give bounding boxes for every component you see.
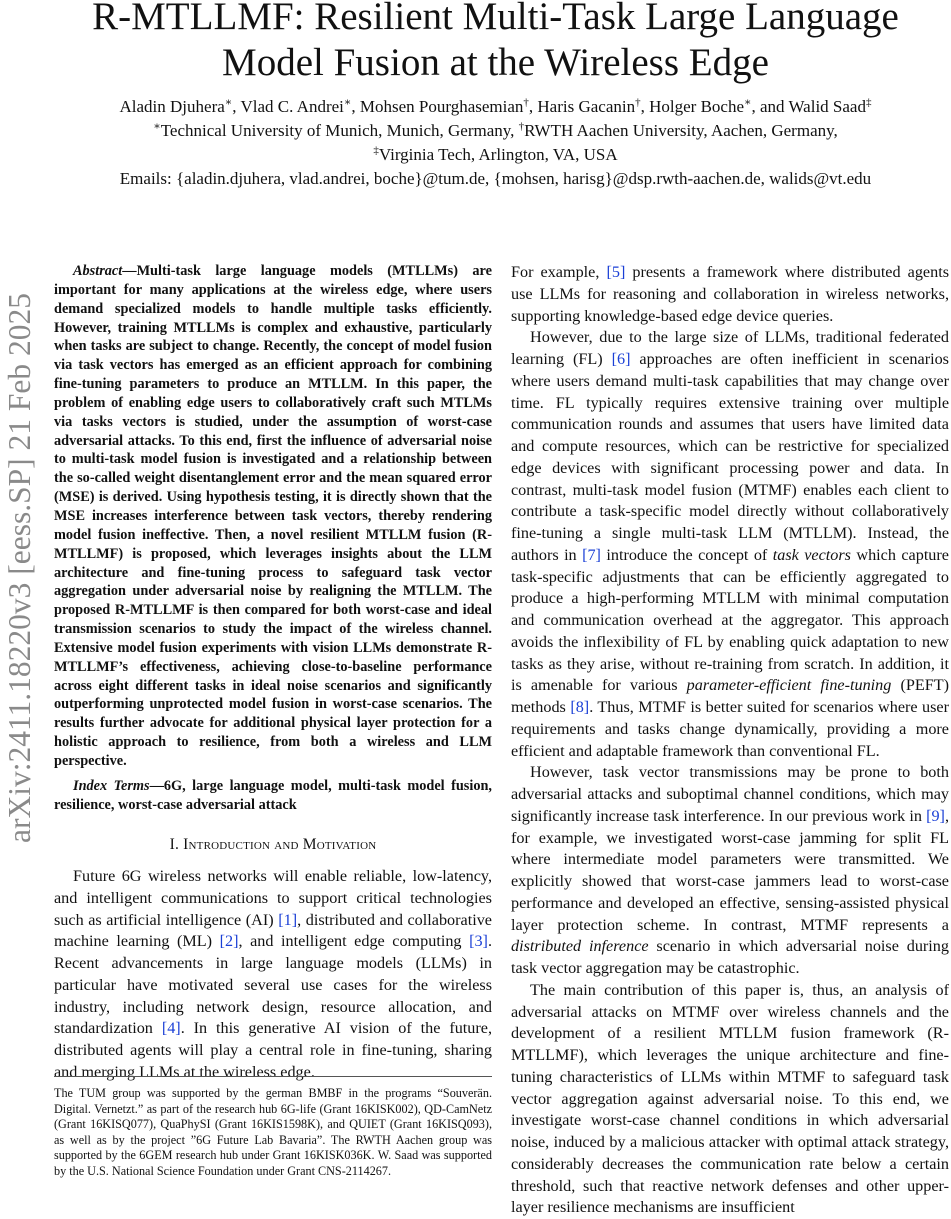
affil-mark: †: [518, 120, 525, 133]
title-line-1: R-MTLLMF: Resilient Multi-Task Large Language: [92, 0, 899, 38]
text: which capture task-specific adjustments that can be efficiently aggregated to produce a high-performing MTLLM with minimal computation and communication overhead at the aggregator. This approach avoids the inflexibility of FL by enabling quick adaptation to new tasks as they arise, without re-training from scratch. In addition, it is amenable for various: [511, 545, 949, 695]
separator: ,: [232, 97, 241, 116]
arxiv-sidebar: [0, 0, 40, 1200]
arxiv-identifier: arXiv:2411.18220v3 [eess.SP] 21 Feb 2025: [2, 292, 37, 844]
affil-mark: ‡: [865, 96, 872, 109]
abstract-text: —Multi-task large language models (MTLLMs) are important for many applications at the wireless edge, where users demand specialized models to handle multiple tasks efficiently. However, training MTLLMs is complex and exhaustive, particularly when tasks are subject to change. Recently, the concept of model fusion via task vectors has emerged as an efficient approach for combining fine-tuning parameters to produce an MTLLM. In this paper, the problem of enabling edge users to collaboratively craft such MTLMs via tasks vectors is studied, under the assumption of worst-case adversarial attacks. To this end, first the influence of adversarial noise to multi-task model fusion is investigated and a relationship between the so-called weight disentanglement error and the mean squared error (MSE) is derived. Using hypothesis testing, it is directly shown that the MSE increases interference between task vectors, thereby rendering model fusion ineffective. Then, a novel resilient MTLLM fusion (R-MTLLMF) is proposed, which leverages insights about the LLM architecture and fine-tuning process to safeguard task vector aggregation under adversarial noise by realigning the MTLLM. The proposed R-MTLLMF is then compared for both worst-case and ideal transmission scenarios to study the impact of the wireless channel. Extensive model fusion experiments with vision LLMs demonstrate R-MTLLMF’s effectiveness, achieving close-to-baseline performance across eight different tasks in ideal noise scenarios and significantly outperforming unprotected model fusion in worst-case scenarios. The results further advocate for additional physical layer protection for a holistic approach to resilience, from both a wireless and LLM perspective.: [54, 263, 492, 769]
affil-mark: ∗: [153, 120, 161, 133]
author-name: Vlad C. Andrei: [240, 97, 344, 116]
emphasis: distributed inference: [511, 937, 649, 956]
left-column: [54, 262, 492, 1084]
abstract-label: Abstract: [73, 263, 123, 279]
affiliation-vt: Virginia Tech, Arlington, VA, USA: [378, 145, 618, 164]
citation-link[interactable]: [5]: [606, 263, 626, 281]
citation-link[interactable]: [4]: [161, 1019, 181, 1038]
text: presents a framework where distributed agents use LLMs for reasoning and collaboration in wireless networks, supporting knowledge-based edge device queries.: [511, 263, 949, 325]
text: (PEFT) methods: [511, 676, 950, 716]
section-heading-introduction: [54, 834, 492, 856]
text: However, task vector transmissions may be prone to both adversarial attacks and suboptimal channel conditions, which may significantly increase task interference. In our previous work in: [511, 763, 949, 825]
text: approaches are often inefficient in scenarios where users demand multi-task capabilities that may change over time. FL typically requires extensive training over multiple communication rounds and assumes that users have limited data and compute resources, which can be restrictive for specialized edge devices with significant processing power and data. In contrast, multi-task model fusion (MTMF) enables each client to contribute a task-specific model directly without collaboratively fine-tuning a single multi-task LLM (MTLLM). Instead, the authors in: [511, 350, 949, 564]
citation-link[interactable]: [2]: [219, 932, 239, 951]
author-names: [40, 95, 951, 119]
author-name: Haris Gacanin: [537, 97, 636, 116]
paragraph: [511, 762, 949, 980]
index-terms-label: Index Terms: [73, 777, 150, 794]
text: scenario in which adversarial noise during task vector aggregation may be catastrophic.: [511, 937, 949, 977]
text: For example,: [511, 263, 607, 281]
author-name: Holger Boche: [649, 97, 745, 116]
paper-title: [40, 0, 951, 86]
emphasis: parameter-efficient fine-tuning: [686, 676, 892, 695]
text: The main contribution of this paper is, thus, an analysis of adversarial attacks on MTMF over wireless channels and the development of a resilient MTLLM fusion framework (R-MTLLMF), which leverages the unique architecture and fine-tuning characteristics of LLMs within MTMF to safeguard task vector aggregation against adversarial noise. To this end, we investigate worst-case channel conditions in which adversarial noise, induced by a malicious attacker with optimal attack strategy, considerably decreases the communication rate below a certain threshold, such that reactive network defenses and other upper-layer resilience mechanisms are insufficient: [511, 980, 949, 1217]
emphasis: task vectors: [772, 545, 851, 564]
index-terms-text: —6G, large language model, multi-task model fusion, resilience, worst-case adversarial attack: [54, 777, 492, 813]
section-number: I.: [169, 836, 184, 854]
section-title: Introduction and Motivation: [183, 836, 377, 854]
affil-mark: ∗: [343, 96, 352, 109]
separator: ,: [528, 97, 538, 116]
paragraph: [511, 327, 949, 762]
text: , and intelligent edge computing: [238, 932, 470, 951]
citation-link[interactable]: [8]: [570, 698, 590, 716]
citation-link[interactable]: [7]: [582, 545, 601, 564]
right-column: [511, 262, 949, 1219]
author-name: Aladin Djuhera: [119, 97, 225, 116]
author-name: Walid Saad: [788, 97, 866, 116]
text: However, due to the large size of LLMs, traditional federated learning (FL): [511, 328, 949, 368]
text: . Recent advancements in large language models (LLMs) in particular have motivated several use cases for the wireless industry, including network design, resource allocation, and standardization: [54, 932, 492, 1038]
citation-link[interactable]: [6]: [611, 350, 631, 368]
separator: , and: [751, 97, 789, 116]
text: , distributed and collaborative machine learning (ML): [54, 910, 492, 951]
affil-mark: †: [523, 96, 529, 109]
text: . In this generative AI vision of the future, distributed agents will play a central role in fine-tuning, sharing and merging LLMs at the wireless edge.: [54, 1019, 493, 1081]
text: . Thus, MTMF is better suited for scenarios where user requirements and tasks change dynamically, providing a more efficient and adaptable framework than conventional FL.: [511, 698, 949, 760]
citation-link[interactable]: [3]: [469, 932, 488, 951]
index-terms: [54, 777, 492, 815]
citation-link[interactable]: [9]: [926, 806, 945, 825]
affil-mark: ∗: [744, 96, 752, 109]
affil-mark: †: [635, 96, 641, 109]
affiliation-line-1: [40, 119, 951, 143]
paragraph: [511, 980, 949, 1219]
text: , for example, we investigated worst-case jamming for split FL where intermediate model parameters were transmitted. We explicitly showed that worst-case jammers lead to worst-case performance and developed an effective, sensing-assisted physical layer protection scheme. In contrast, MTMF represents a: [511, 806, 949, 934]
abstract: [54, 262, 492, 771]
citation-link[interactable]: [1]: [278, 910, 298, 929]
separator: ,: [351, 97, 360, 116]
intro-paragraph: [54, 866, 492, 1084]
affil-mark: ‡: [373, 144, 379, 157]
affiliation-tum: Technical University of Munich, Munich, Germany,: [160, 121, 519, 140]
title-line-2: Model Fusion at the Wireless Edge: [222, 41, 769, 84]
separator: ,: [640, 97, 650, 116]
text: introduce the concept of: [600, 545, 773, 564]
affiliation-line-2: [40, 143, 951, 167]
author-name: Mohsen Pourghasemian: [359, 97, 524, 116]
author-block: [40, 95, 951, 191]
emails: Emails: {aladin.djuhera, vlad.andrei, boche}@tum.de, {mohsen, harisg}@dsp.rwth-aachen.de, walids@vt.edu: [119, 169, 872, 188]
funding-footnote: The TUM group was supported by the german BMBF in the programs “Souverän. Digital. Vernetzt.” as part of the research hub 6G-life (Grant 16KISK002), QD-CamNetz (Grant 16KISQ077), QuaPhySI (Grant 16KIS1598K), and QUIET (Grant 16KISQ093), as well as by the project ”6G Future Lab Bavaria”. The RWTH Aachen group was supported by the 6GEM research hub under Grant 16KISK036K. W. Saad was supported by the U.S. National Science Foundation under Grant CNS-2114267.: [54, 1076, 492, 1179]
paragraph: [511, 262, 949, 327]
affiliation-rwth: RWTH Aachen University, Aachen, Germany,: [524, 121, 838, 140]
affil-mark: ∗: [224, 96, 233, 109]
text: Future 6G wireless networks will enable reliable, low-latency, and intelligent communications to support critical technologies such as artificial intelligence (AI): [54, 867, 492, 929]
